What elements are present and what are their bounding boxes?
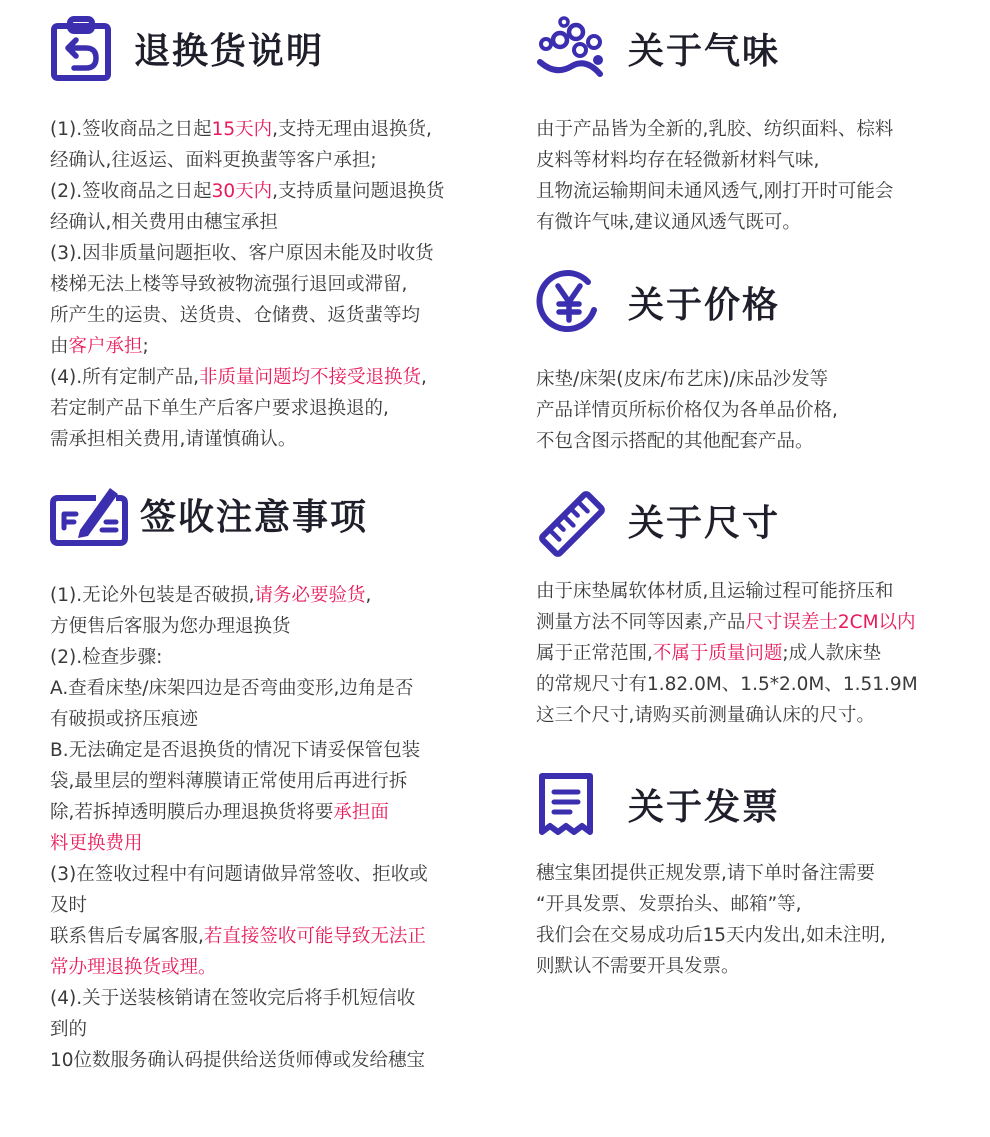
ruler-icon — [536, 488, 608, 560]
body-text: 由于床垫属软体材质,且运输过程可能挤压和 — [536, 581, 894, 602]
body-text: 且物流运输期间未通风透气,刚打开时可能会 — [536, 181, 894, 202]
body-text: 楼梯无法上楼等导致被物流强行退回或滞留, — [50, 274, 408, 295]
text-line — [50, 952, 500, 983]
body-text: 袋,最里层的塑料薄膜请正常使用后再进行拆 — [50, 771, 408, 792]
highlight-text: 尺寸误差士2CM以内 — [745, 612, 916, 633]
body-text: 除,若拆掉透明膜后办理退换货将要 — [50, 802, 334, 823]
text-line — [50, 331, 500, 362]
section-price-body — [536, 364, 976, 457]
highlight-text: 常办理退换货或理。 — [50, 957, 217, 978]
text-line — [50, 673, 500, 704]
highlight-text: 承担面 — [333, 802, 389, 823]
body-text: 这三个尺寸,请购买前测量确认床的尺寸。 — [536, 705, 875, 726]
text-line — [536, 114, 976, 145]
section-size-body — [536, 576, 976, 731]
section-signing-header — [50, 482, 500, 556]
body-text: ; — [142, 336, 149, 357]
highlight-text: 若直接签收可能导致无法正 — [203, 926, 426, 947]
text-line — [50, 238, 500, 269]
text-line — [536, 576, 976, 607]
body-text: 测量方法不同等因素,产品 — [536, 612, 746, 633]
text-line — [536, 145, 976, 176]
text-line — [536, 700, 976, 731]
text-line — [50, 176, 500, 207]
highlight-text: 料更换费用 — [50, 833, 143, 854]
section-signing-title: 签收注意事项 — [140, 497, 369, 538]
body-text: (4).所有定制产品, — [50, 367, 199, 388]
body-text: 不包含图示搭配的其他配套产品。 — [536, 431, 814, 452]
section-price-title: 关于价格 — [628, 285, 781, 326]
section-invoice-title: 关于发票 — [628, 787, 781, 828]
text-line — [50, 1045, 500, 1076]
section-odor-body — [536, 114, 976, 238]
text-line — [536, 426, 976, 457]
text-line — [536, 364, 976, 395]
text-line — [50, 1014, 500, 1045]
section-odor-title: 关于气味 — [628, 31, 781, 72]
text-line — [50, 828, 500, 859]
body-text: B.无法确定是否退换货的情况下请妥保管包装 — [50, 740, 421, 761]
body-text: 联系售后专属客服, — [50, 926, 204, 947]
sign-form-icon — [50, 482, 122, 554]
text-line — [50, 735, 500, 766]
text-line — [536, 207, 976, 238]
body-text: (4).关于送装核销请在签收完后将手机短信收 — [50, 988, 416, 1009]
body-text: 经确认,往返运、面料更换蜚等客户承担; — [50, 150, 377, 171]
text-line — [50, 890, 500, 921]
receipt-icon — [536, 772, 608, 844]
highlight-text: 15天内 — [211, 119, 273, 140]
text-line — [536, 858, 976, 889]
highlight-text: 不属于质量问题 — [652, 643, 783, 664]
text-line — [50, 921, 500, 952]
body-text: 所产生的运贵、送货贵、仓储费、返货蜚等均 — [50, 305, 421, 326]
text-line — [536, 395, 976, 426]
highlight-text: 30天内 — [211, 181, 273, 202]
body-text: 经确认,相关费用由穗宝承担 — [50, 212, 278, 233]
body-text: 若定制产品下单生产后客户要求退换退的, — [50, 398, 389, 419]
body-text: 属于正常范围, — [536, 643, 653, 664]
section-size-title: 关于尺寸 — [628, 503, 781, 544]
text-line — [50, 362, 500, 393]
text-line — [536, 889, 976, 920]
section-returns-body — [50, 114, 500, 455]
body-text: 则默认不需要开具发票。 — [536, 956, 740, 977]
body-text: (3).因非质量问题拒收、客户原因未能及时收货 — [50, 243, 434, 264]
text-line — [50, 207, 500, 238]
text-line — [50, 145, 500, 176]
body-text: , — [365, 585, 372, 606]
section-invoice-header — [536, 772, 976, 846]
body-text: , — [420, 367, 427, 388]
body-text: 需承担相关费用,请谨慎确认。 — [50, 429, 297, 450]
body-text: 10位数服务确认码提供给送货师傅或发给穗宝 — [50, 1050, 426, 1071]
text-line — [536, 176, 976, 207]
section-signing-body — [50, 580, 500, 1076]
body-text: 穗宝集团提供正规发票,请下单时备注需要 — [536, 863, 875, 884]
return-document-icon — [50, 16, 122, 88]
body-text: 我们会在交易成功后15天内发出,如未注明, — [536, 925, 886, 946]
text-line — [536, 638, 976, 669]
body-text: A.查看床垫/床架四边是否弯曲变形,边角是否 — [50, 678, 414, 699]
section-odor-header — [536, 16, 976, 90]
body-text: (2).检查步骤: — [50, 647, 163, 668]
section-returns-title: 退换货说明 — [134, 31, 325, 72]
highlight-text: 非质量问题均不接受退换货 — [198, 367, 421, 388]
text-line — [50, 424, 500, 455]
text-line — [50, 797, 500, 828]
body-text: (3)在签收过程中有问题请做异常签收、拒收或 — [50, 864, 428, 885]
text-line — [50, 611, 500, 642]
text-line — [50, 300, 500, 331]
body-text: 产品详情页所标价格仅为各单品价格, — [536, 400, 838, 421]
section-price-header — [536, 270, 976, 344]
text-line — [536, 607, 976, 638]
highlight-text: 客户承担 — [68, 336, 143, 357]
odor-dots-icon — [536, 16, 608, 88]
text-line — [50, 859, 500, 890]
body-text: 的常规尺寸有1.82.0M、1.5*2.0M、1.51.9M — [536, 674, 918, 695]
body-text: 有破损或挤压痕迹 — [50, 709, 199, 730]
body-text: 到的 — [50, 1019, 88, 1040]
body-text: 由 — [50, 336, 69, 357]
body-text: 床垫/床架(皮床/布艺床)/床品沙发等 — [536, 369, 829, 390]
body-text: 皮料等材料均存在轻微新材料气味, — [536, 150, 820, 171]
text-line — [50, 704, 500, 735]
text-line — [50, 642, 500, 673]
highlight-text: 请务必要验货 — [254, 585, 366, 606]
body-text: 及时 — [50, 895, 88, 916]
text-line — [50, 580, 500, 611]
yen-icon — [536, 270, 608, 342]
body-text: 有微许气味,建议通风透气既可。 — [536, 212, 801, 233]
body-text: ,支持无理由退换货, — [272, 119, 432, 140]
text-line — [50, 983, 500, 1014]
section-returns-header — [50, 16, 500, 90]
text-line — [50, 269, 500, 300]
body-text: 由于产品皆为全新的,乳胶、纺织面料、棕料 — [536, 119, 894, 140]
text-line — [50, 114, 500, 145]
section-size-header — [536, 488, 976, 562]
text-line — [536, 951, 976, 982]
body-text: ,支持质量问题退换货 — [272, 181, 445, 202]
text-line — [50, 766, 500, 797]
body-text: (1).无论外包装是否破损, — [50, 585, 255, 606]
body-text: (2).签收商品之日起 — [50, 181, 212, 202]
text-line — [536, 920, 976, 951]
body-text: 方便售后客服为您办理退换货 — [50, 616, 291, 637]
body-text: (1).签收商品之日起 — [50, 119, 212, 140]
text-line — [536, 669, 976, 700]
text-line — [50, 393, 500, 424]
body-text: ;成人款床垫 — [782, 643, 882, 664]
section-invoice-body — [536, 858, 976, 982]
body-text: “开具发票、发票抬头、邮箱”等, — [536, 894, 802, 915]
